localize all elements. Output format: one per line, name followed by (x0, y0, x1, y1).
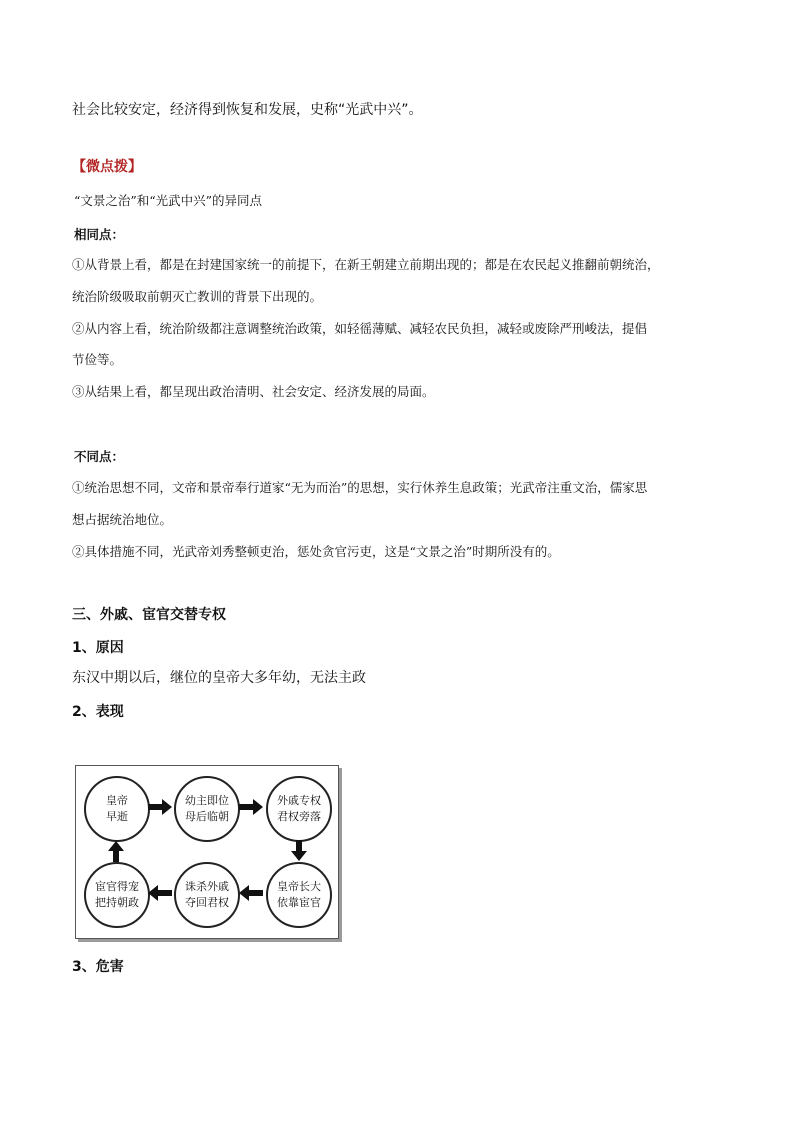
arrow-down-icon (290, 839, 308, 863)
node-eunuch-power-line-2: 把持朝政 (95, 896, 139, 909)
node-emperor-dies (84, 776, 150, 842)
diff-point-2: ②具体措施不同，光武帝刘秀整顿吏治，惩处贪官污吏，这是“文景之治”时期所没有的。 (72, 544, 560, 559)
arrow-right-icon (237, 798, 265, 816)
compare-title: “文景之治”和“光武中兴”的异同点 (74, 193, 263, 208)
arrow-right-icon (146, 798, 174, 816)
arrow-left-icon (146, 884, 174, 902)
same-point-1-line-2: 统治阶级吸取前朝灭亡教训的背景下出现的。 (72, 289, 323, 304)
arrow-left-icon (237, 884, 265, 902)
diff-label: 不同点： (74, 449, 125, 464)
cause-heading: 1、原因 (72, 640, 124, 656)
same-label: 相同点： (74, 227, 125, 242)
same-point-2-line-1: ②从内容上看，统治阶级都注意调整统治政策，如轻徭薄赋、减轻农民负担，减轻或废除严刑峻法，提倡 (72, 321, 648, 336)
node-emperor-dies-line-1: 皇帝 (106, 794, 128, 807)
same-point-3: ③从结果上看，都呈现出政治清明、社会安定、经济发展的局面。 (72, 384, 435, 399)
same-point-1-line-1: ①从背景上看，都是在封建国家统一的前提下，在新王朝建立前期出现的；都是在农民起义推翻前朝统治， (72, 257, 660, 272)
node-eunuch-power-line-1: 宦官得宠 (95, 880, 139, 893)
section-3-title: 三、外戚、宦官交替专权 (72, 607, 226, 623)
same-point-2-line-2: 节俭等。 (72, 352, 123, 367)
tip-label: 【微点拨】 (72, 159, 142, 175)
node-emperor-dies-line-2: 早逝 (106, 810, 128, 823)
cause-text: 东汉中期以后，继位的皇帝大多年幼，无法主政 (72, 670, 366, 686)
node-consort-power-line-2: 君权旁落 (277, 810, 321, 823)
node-child-emperor (174, 776, 240, 842)
node-child-emperor-line-1: 幼主即位 (185, 794, 229, 807)
node-emperor-grows (266, 862, 332, 928)
node-emperor-grows-line-2: 依靠宦官 (277, 896, 321, 909)
cycle-diagram (75, 765, 339, 939)
diff-point-1-line-2: 想占据统治地位。 (72, 512, 173, 527)
harm-heading: 3、危害 (72, 959, 124, 975)
arrow-up-icon (107, 839, 125, 863)
node-kill-consorts-line-1: 诛杀外戚 (185, 880, 229, 893)
node-kill-consorts (174, 862, 240, 928)
intro-text: 社会比较安定，经济得到恢复和发展，史称“光武中兴”。 (72, 102, 423, 118)
node-consort-power-line-1: 外戚专权 (277, 794, 321, 807)
node-kill-consorts-line-2: 夺回君权 (185, 896, 229, 909)
node-emperor-grows-line-1: 皇帝长大 (277, 880, 321, 893)
node-child-emperor-line-2: 母后临朝 (185, 810, 229, 823)
node-eunuch-power (84, 862, 150, 928)
diff-point-1-line-1: ①统治思想不同，文帝和景帝奉行道家“无为而治”的思想，实行休养生息政策；光武帝注重文治，儒家思 (72, 480, 648, 495)
node-consort-power (266, 776, 332, 842)
manifest-heading: 2、表现 (72, 704, 124, 720)
